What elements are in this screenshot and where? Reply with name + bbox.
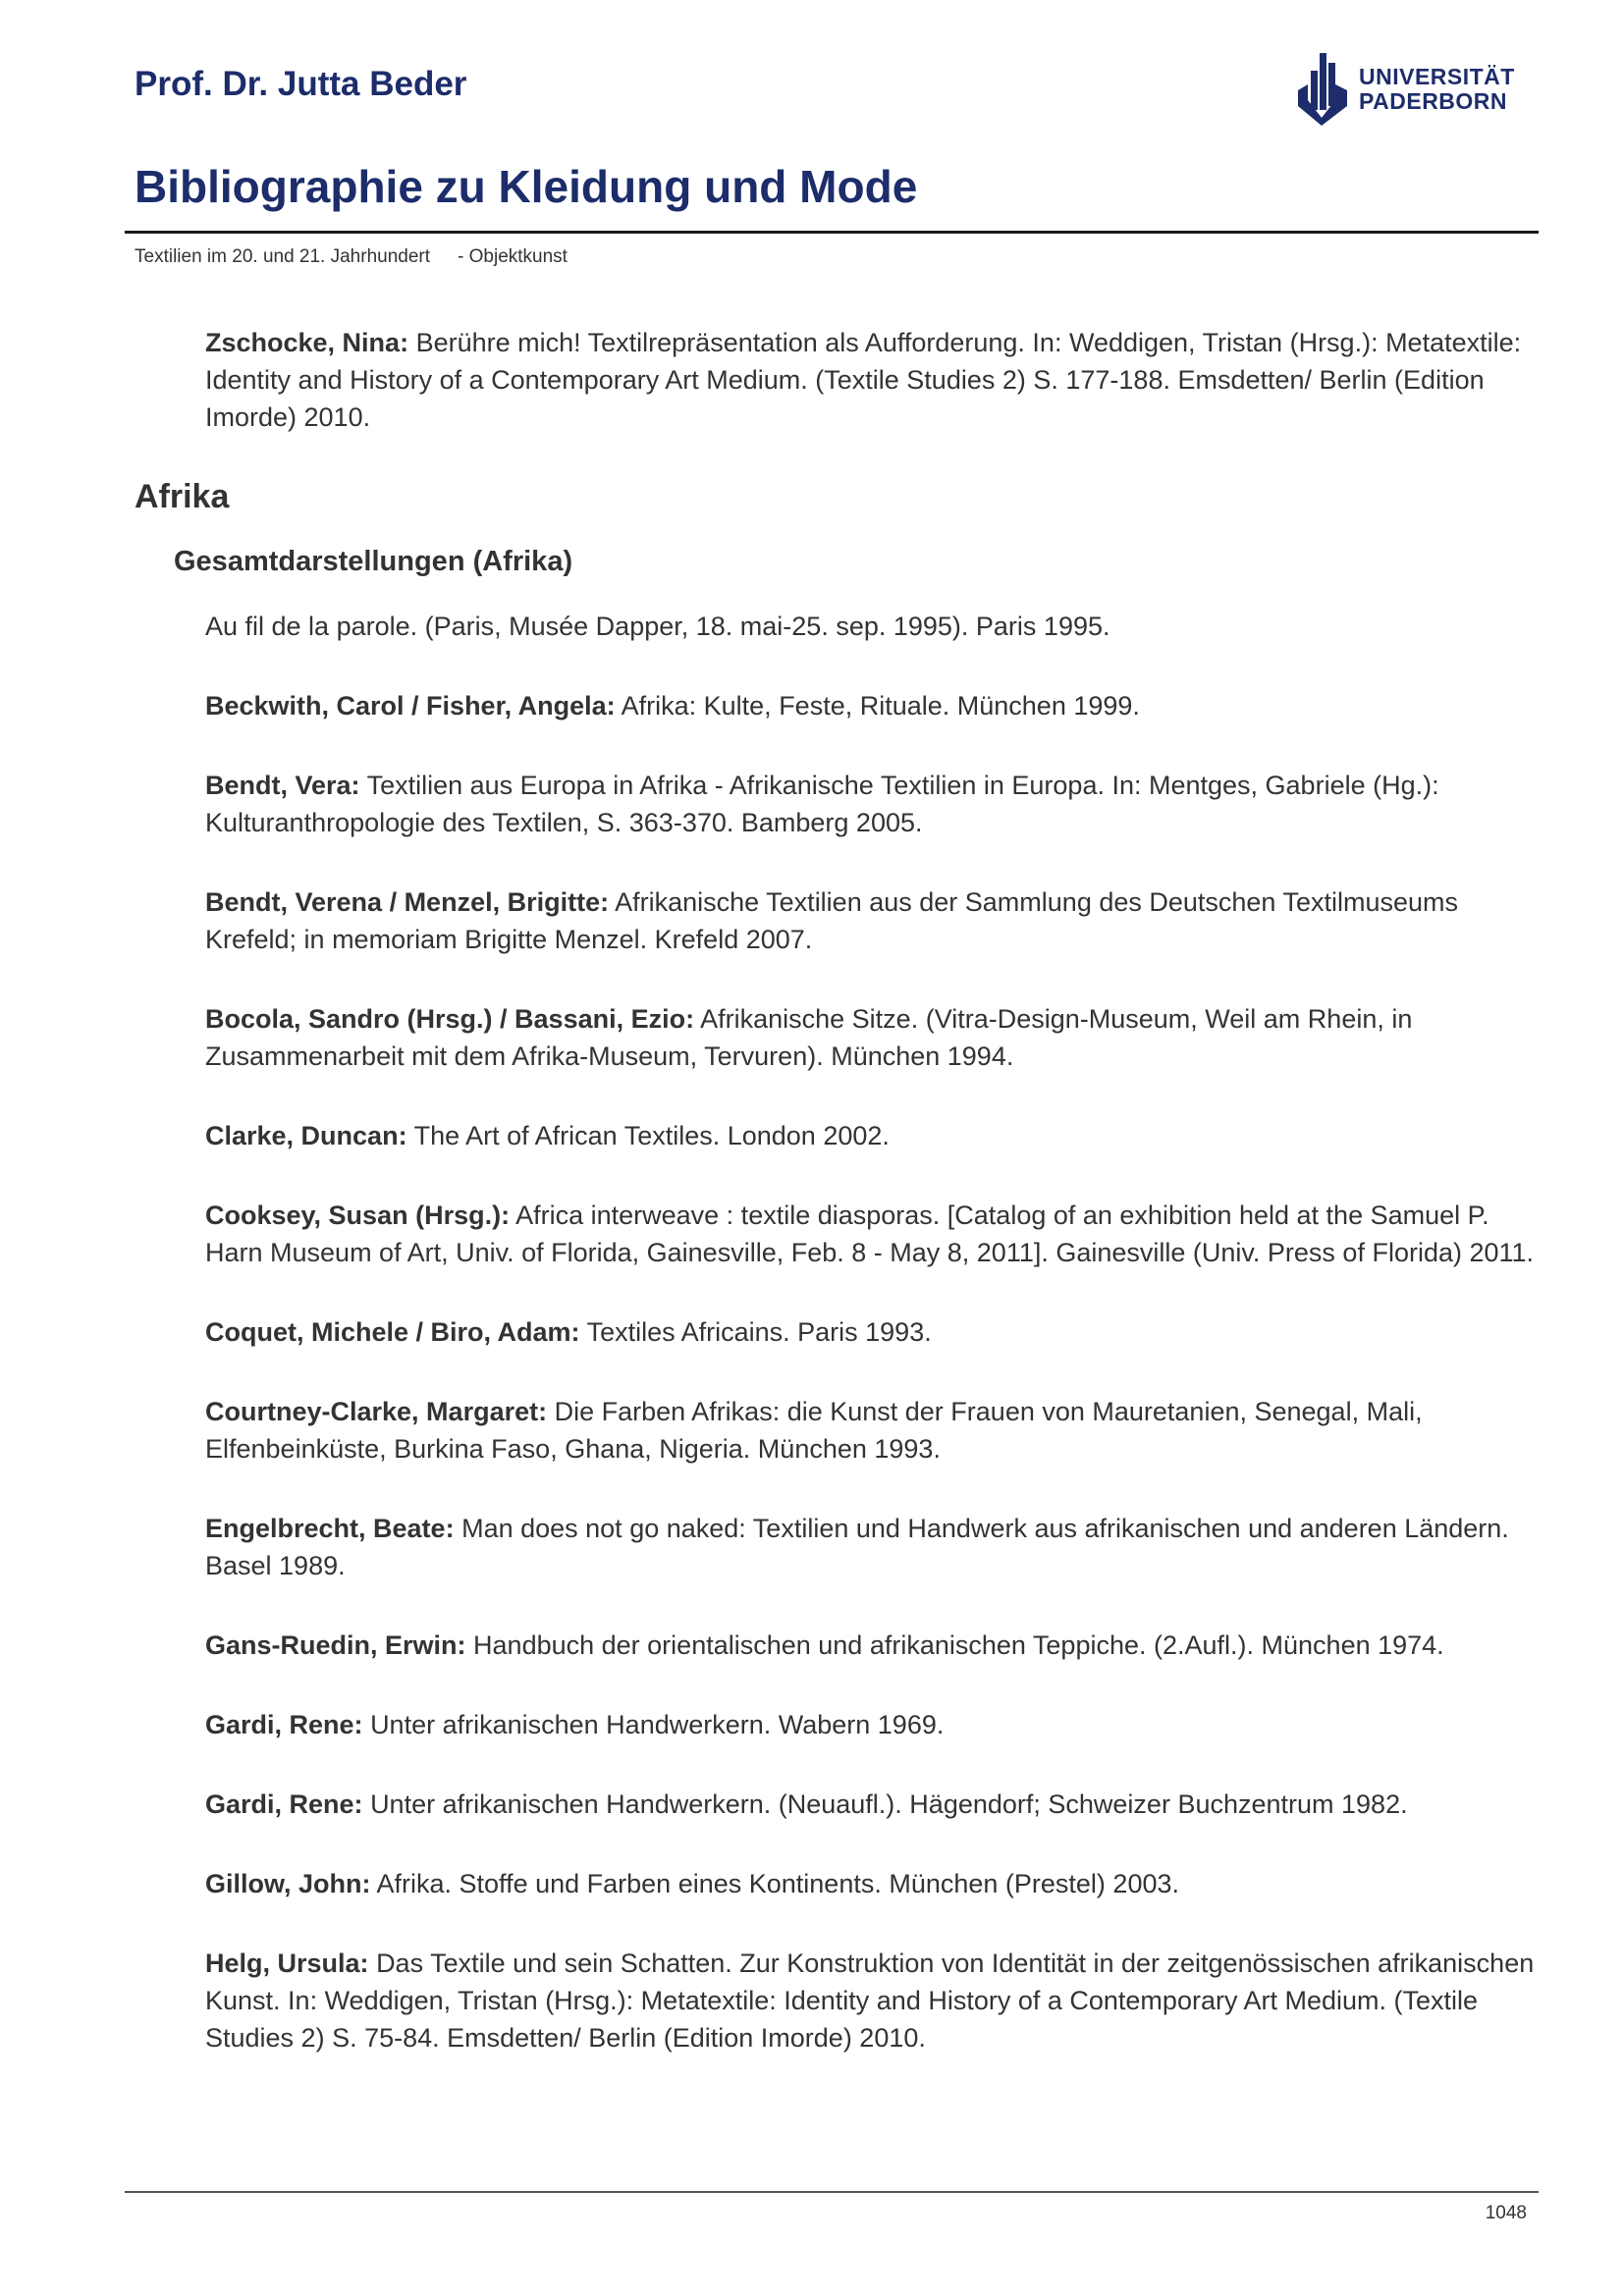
entry-text: Handbuch der orientalischen und afrikanischen Teppiche. (2.Aufl.). München 1974.	[473, 1630, 1444, 1660]
entry-author: Engelbrecht, Beate:	[205, 1514, 455, 1543]
bibliography-entry	[205, 1706, 1539, 1743]
entry-text: The Art of African Textiles. London 2002.	[413, 1121, 890, 1150]
entry-text: Textilien aus Europa in Afrika - Afrikanische Textilien in Europa. In: Mentges, Gabriele (Hg.): Kulturanthropologie des Textilen, S. 363-370. Bamberg 2005.	[205, 771, 1439, 837]
entry-author: Helg, Ursula:	[205, 1949, 369, 1978]
bibliography-entry	[205, 1117, 1539, 1154]
breadcrumb-part-1: Textilien im 20. und 21. Jahrhundert	[135, 246, 431, 267]
entry-author: Gardi, Rene:	[205, 1789, 363, 1819]
entry-text: Die Farben Afrikas: die Kunst der Frauen von Mauretanien, Senegal, Mali, Elfenbeinküste, Burkina Faso, Ghana, Nigeria. München 1993.	[205, 1397, 1423, 1464]
entry-text: Afrika. Stoffe und Farben eines Kontinents. München (Prestel) 2003.	[376, 1869, 1179, 1898]
breadcrumb-part-2: - Objektkunst	[458, 246, 568, 267]
document-title: Bibliographie zu Kleidung und Mode	[135, 161, 918, 212]
page-number: 1048	[1485, 2203, 1527, 2223]
entry-text: Africa interweave : textile diasporas. [Catalog of an exhibition held at the Samuel P. Harn Museum of Art, Univ. of Florida, Gainesville, Feb. 8 - May 8, 2011]. Gainesville (Univ. Press of Florida) 2011.	[205, 1201, 1535, 1267]
bibliography-entry	[205, 687, 1539, 724]
entry-author: Zschocke, Nina:	[205, 328, 409, 357]
entry-text: Berühre mich! Textilrepräsentation als Aufforderung. In: Weddigen, Tristan (Hrsg.): Metatextile: Identity and History of a Contemporary Art Medium. (Textile Studies 2) S. 177-188. Emsdetten/ Berlin (Edition Imorde) 2010.	[205, 328, 1522, 432]
section-heading: Afrika	[135, 478, 230, 515]
bibliography-entry	[205, 1786, 1539, 1823]
logo-wordmark	[1359, 65, 1515, 114]
entry-author: Gans-Ruedin, Erwin:	[205, 1630, 466, 1660]
entry-text: Man does not go naked: Textilien und Handwerk aus afrikanischen und anderen Ländern. Basel 1989.	[205, 1514, 1509, 1580]
bibliography-entry	[205, 1197, 1539, 1271]
entry-author: Bendt, Verena / Menzel, Brigitte:	[205, 887, 610, 917]
entry-text: Au fil de la parole. (Paris, Musée Dapper, 18. mai-25. sep. 1995). Paris 1995.	[205, 612, 1110, 641]
university-logo	[1296, 51, 1515, 128]
subsection-heading: Gesamtdarstellungen (Afrika)	[174, 546, 573, 577]
bibliography-entry	[205, 767, 1539, 841]
bibliography-entry	[205, 1393, 1539, 1468]
bibliography-entry	[205, 1510, 1539, 1584]
university-crest-icon	[1296, 51, 1349, 128]
logo-line-1: UNIVERSITÄT	[1359, 64, 1515, 89]
author-name: Prof. Dr. Jutta Beder	[135, 65, 467, 103]
entry-text: Afrikanische Textilien aus der Sammlung des Deutschen Textilmuseums Krefeld; in memoriam Brigitte Menzel. Krefeld 2007.	[205, 887, 1459, 954]
bibliography-entry	[205, 608, 1539, 645]
entry-author: Clarke, Duncan:	[205, 1121, 407, 1150]
header-divider	[125, 231, 1539, 234]
footer-divider	[125, 2191, 1539, 2193]
bibliography-entry	[205, 324, 1539, 436]
entry-text: Unter afrikanischen Handwerkern. (Neuaufl.). Hägendorf; Schweizer Buchzentrum 1982.	[370, 1789, 1408, 1819]
entry-author: Bocola, Sandro (Hrsg.) / Bassani, Ezio:	[205, 1004, 695, 1034]
bibliography-entry	[205, 1865, 1539, 1902]
entry-author: Coquet, Michele / Biro, Adam:	[205, 1317, 580, 1347]
logo-line-2: PADERBORN	[1359, 88, 1508, 114]
breadcrumb	[135, 246, 568, 268]
entry-author: Gardi, Rene:	[205, 1710, 363, 1739]
bibliography-entry	[205, 1313, 1539, 1351]
bibliography-content	[135, 324, 1539, 2099]
entry-author: Courtney-Clarke, Margaret:	[205, 1397, 548, 1426]
bibliography-entry	[205, 1945, 1539, 2056]
entry-text: Afrikanische Sitze. (Vitra-Design-Museum, Weil am Rhein, in Zusammenarbeit mit dem Afrika-Museum, Tervuren). München 1994.	[205, 1004, 1413, 1071]
entry-author: Bendt, Vera:	[205, 771, 360, 800]
entry-text: Unter afrikanischen Handwerkern. Wabern 1969.	[370, 1710, 945, 1739]
bibliography-entry	[205, 1627, 1539, 1664]
entry-text: Textiles Africains. Paris 1993.	[586, 1317, 932, 1347]
bibliography-entry	[205, 883, 1539, 958]
entry-text: Afrika: Kulte, Feste, Rituale. München 1999.	[621, 691, 1140, 721]
entry-author: Cooksey, Susan (Hrsg.):	[205, 1201, 511, 1230]
entry-author: Beckwith, Carol / Fisher, Angela:	[205, 691, 616, 721]
entry-author: Gillow, John:	[205, 1869, 371, 1898]
entry-text: Das Textile und sein Schatten. Zur Konstruktion von Identität in der zeitgenössischen afrikanischen Kunst. In: Weddigen, Tristan (Hrsg.): Metatextile: Identity and History of a Contemporary Art Medium. (Textile Studies 2) S. 75-84. Emsdetten/ Berlin (Edition Imorde) 2010.	[205, 1949, 1535, 2053]
bibliography-entry	[205, 1000, 1539, 1075]
